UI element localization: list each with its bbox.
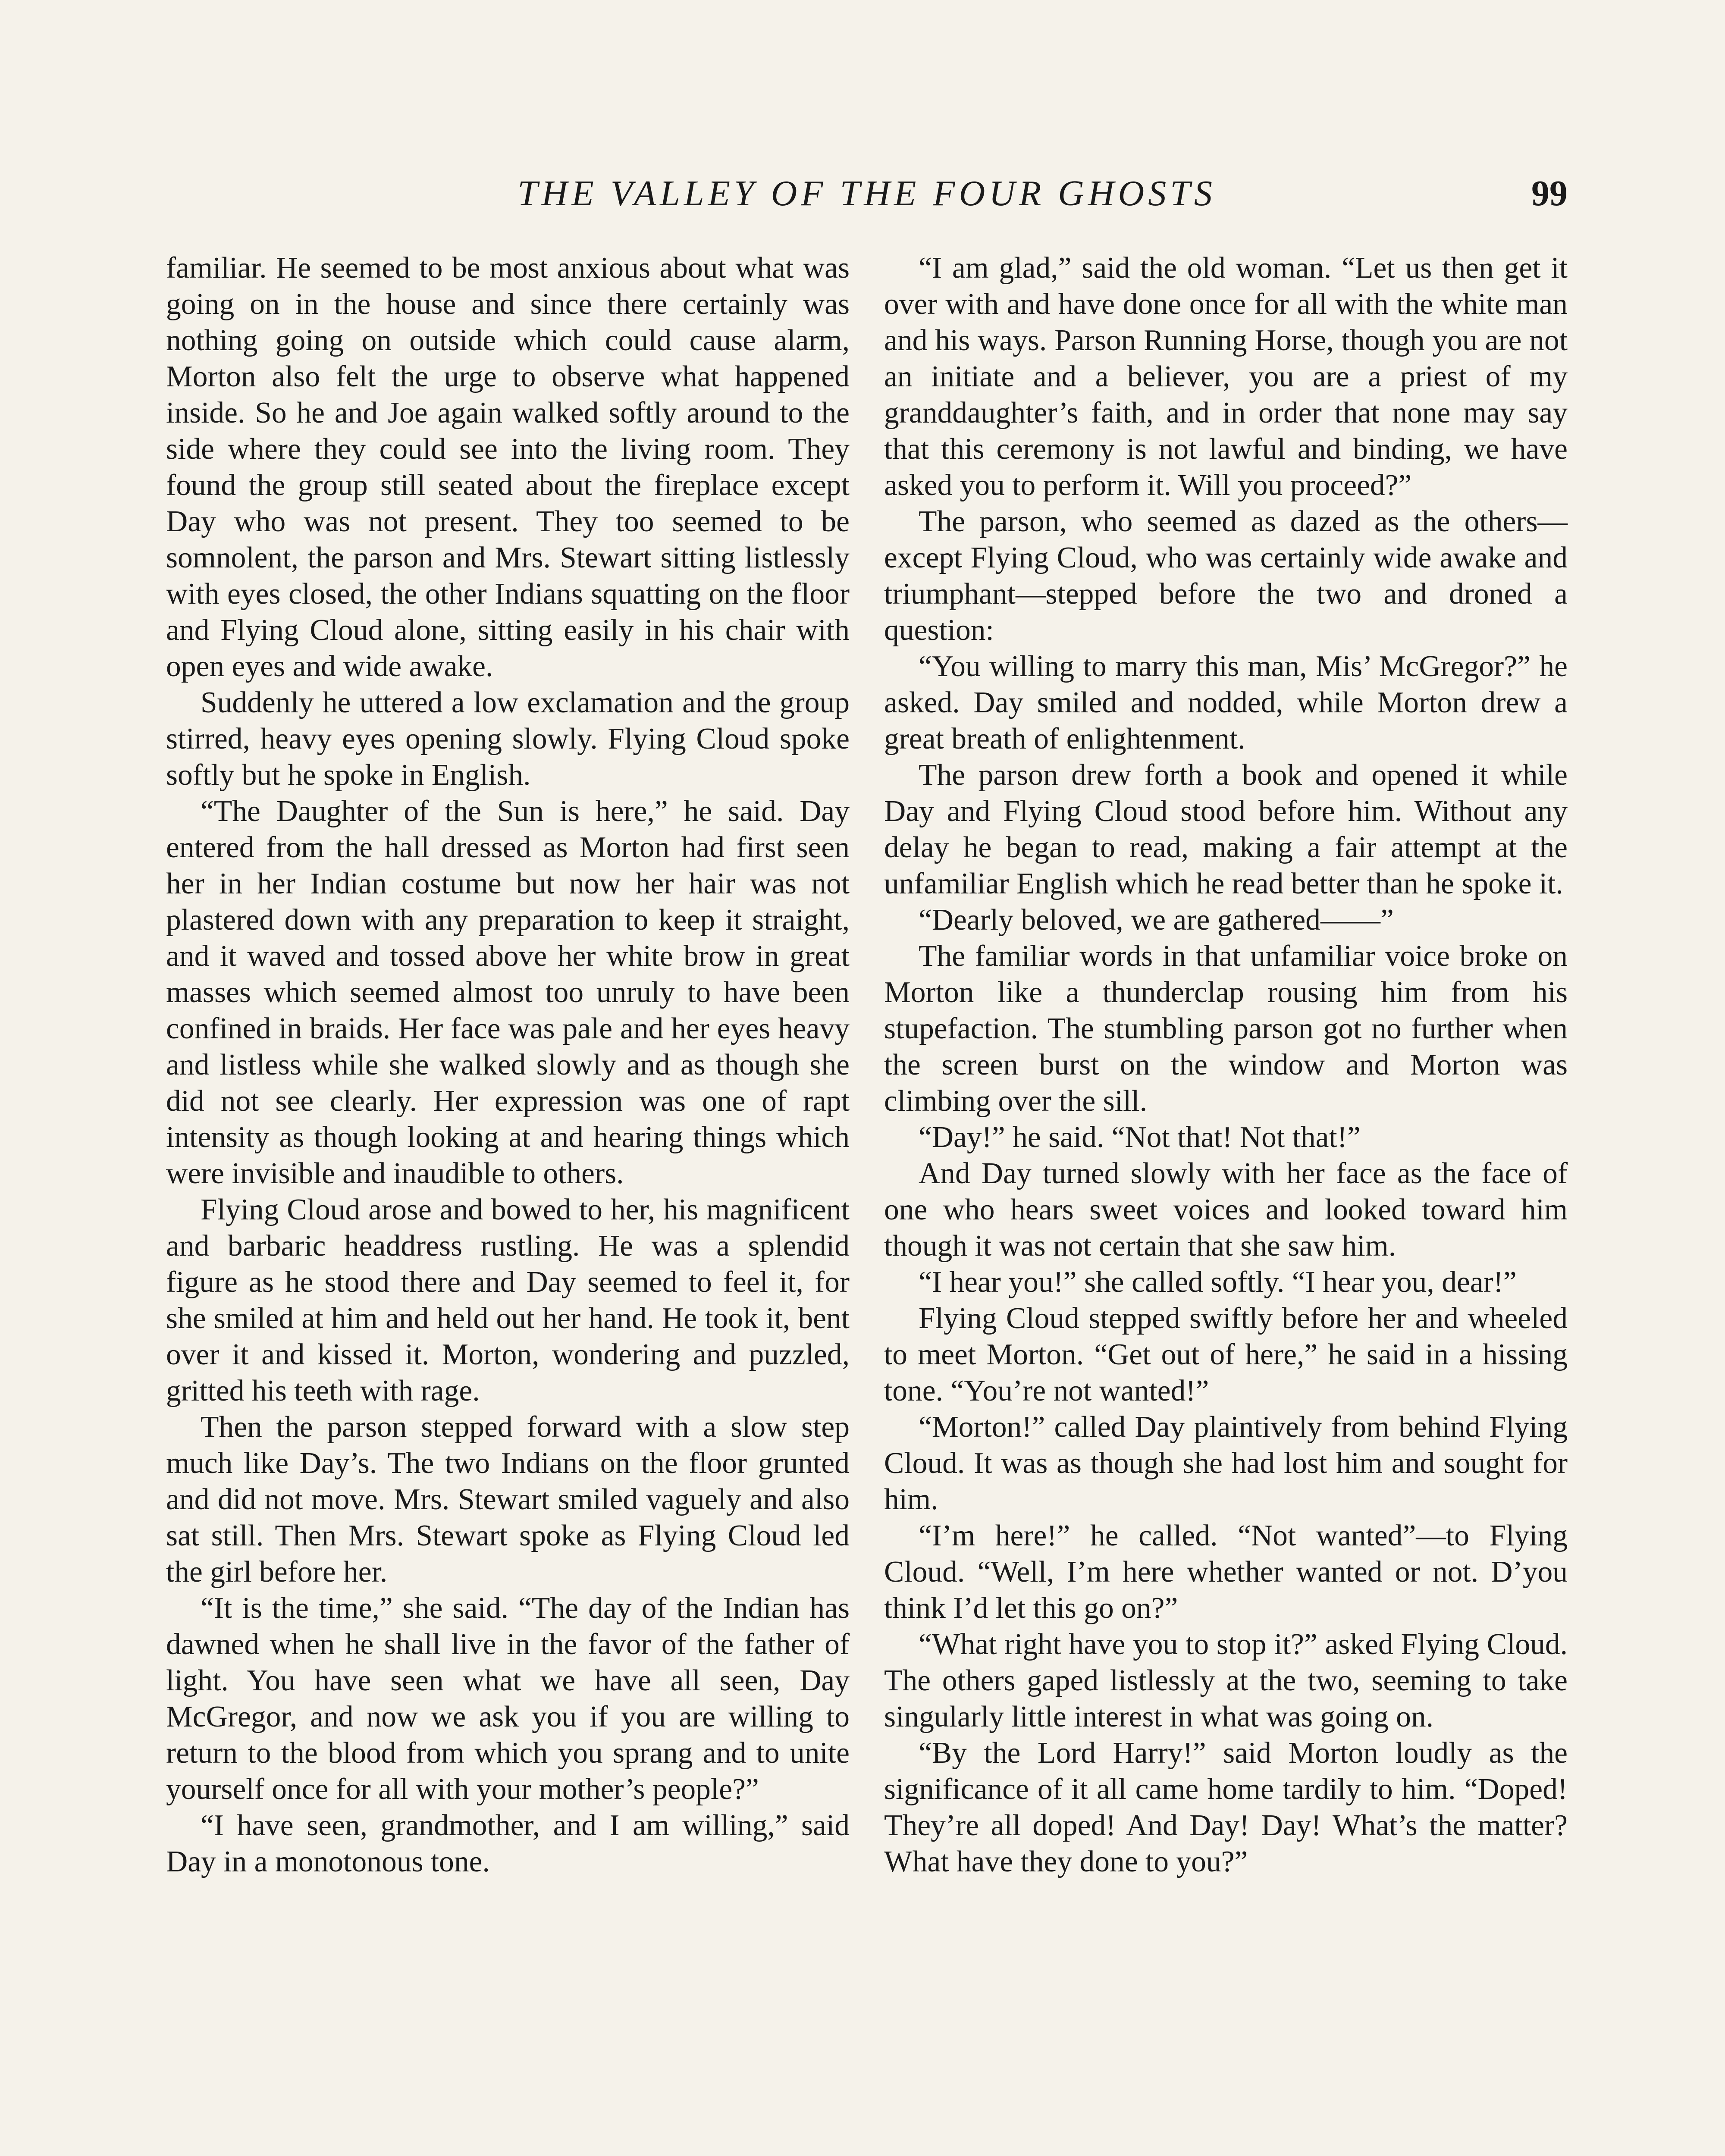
paragraph: “I have seen, grandmother, and I am willing,” said Day in a monotonous tone. [166,1809,850,1878]
chapter-title: THE VALLEY OF THE FOUR GHOSTS [518,173,1216,213]
paragraph: “You willing to marry this man, Mis’ McGregor?” he asked. Day smiled and nodded, while Morton drew a great breath of enlightenment. [884,650,1568,755]
paragraph: Flying Cloud arose and bowed to her, his magnificent and barbaric headdress rustling. He was a splendid figure as he stood there and Day seemed to feel it, for she smiled at him and held out her hand. He took it, bent over it and kissed it. Morton, wondering and puzzled, gritted his teeth with rage. [166,1193,850,1407]
left-column [166,250,850,1880]
paragraph: “I’m here!” he called. “Not wanted”—to Flying Cloud. “Well, I’m here whether wanted or not. D’you think I’d let this go on?” [884,1519,1568,1625]
right-column [884,250,1568,1880]
paragraph: Flying Cloud stepped swiftly before her and wheeled to meet Morton. “Get out of here,” he said in a hissing tone. “You’re not wanted!” [884,1302,1568,1407]
paragraph: And Day turned slowly with her face as the face of one who hears sweet voices and looked toward him though it was not certain that she saw him. [884,1157,1568,1263]
paragraph: familiar. He seemed to be most anxious about what was going on in the house and since there certainly was nothing going on outside which could cause alarm, Morton also felt the urge to observe what happened inside. So he and Joe again walked softly around to the side where they could see into the living room. They found the group still seated about the fireplace except Day who was not present. They too seemed to be somnolent, the parson and Mrs. Stewart sitting listlessly with eyes closed, the other Indians squatting on the floor and Flying Cloud alone, sitting easily in his chair with open eyes and wide awake. [166,251,850,683]
paragraph: “I hear you!” she called softly. “I hear you, dear!” [919,1266,1517,1299]
paragraph: The parson, who seemed as dazed as the others—except Flying Cloud, who was certainly wide awake and triumphant—stepped before the two and droned a question: [884,505,1568,647]
paragraph: “Morton!” called Day plaintively from behind Flying Cloud. It was as though she had lost him and sought for him. [884,1410,1568,1516]
paragraph: “What right have you to stop it?” asked Flying Cloud. The others gaped listlessly at the two, seeming to take singularly little interest in what was going on. [884,1628,1568,1733]
paragraph: “The Daughter of the Sun is here,” he said. Day entered from the hall dressed as Morton had first seen her in her Indian costume but now her hair was not plastered down with any preparation to keep it straight, and it waved and tossed above her white brow in great masses which seemed almost too unruly to have been confined in braids. Her face was pale and her eyes heavy and listless while she walked slowly and as though she did not see clearly. Her expression was one of rapt intensity as though looking at and hearing things which were invisible and inaudible to others. [166,795,850,1190]
paragraph: “Dearly beloved, we are gathered——” [919,903,1394,937]
paragraph: Then the parson stepped forward with a slow step much like Day’s. The two Indians on the floor grunted and did not move. Mrs. Stewart smiled vaguely and also sat still. Then Mrs. Stewart spoke as Flying Cloud led the girl before her. [166,1410,850,1589]
page-number: 99 [1531,173,1568,213]
paragraph: The familiar words in that unfamiliar voice broke on Morton like a thunderclap rousing him from his stupefaction. The stumbling parson got no further when the screen burst on the window and Morton was climbing over the sill. [884,940,1568,1118]
paragraph: The parson drew forth a book and opened it while Day and Flying Cloud stood before him. Without any delay he began to read, making a fair attempt at the unfamiliar English which he read better than he spoke it. [884,758,1568,900]
paragraph: “I am glad,” said the old woman. “Let us then get it over with and have done once for all with the white man and his ways. Parson Running Horse, though you are not an initiate and a believer, you are a priest of my granddaughter’s faith, and in order that none may say that this ceremony is not lawful and binding, we have asked you to perform it. Will you proceed?” [884,251,1568,502]
paragraph: “Day!” he said. “Not that! Not that!” [919,1121,1361,1154]
paragraph: “It is the time,” she said. “The day of the Indian has dawned when he shall live in the favor of the father of light. You have seen what we have all seen, Day McGregor, and now we ask you if you are willing to return to the blood from which you sprang and to unite yourself once for all with your mother’s people?” [166,1592,850,1806]
paragraph: Suddenly he uttered a low exclamation and the group stirred, heavy eyes opening slowly. Flying Cloud spoke softly but he spoke in English. [166,686,850,792]
running-head [166,172,1568,224]
paragraph: “By the Lord Harry!” said Morton loudly as the significance of it all came home tardily to him. “Doped! They’re all doped! And Day! Day! What’s the matter? What have they done to you?” [884,1736,1568,1878]
